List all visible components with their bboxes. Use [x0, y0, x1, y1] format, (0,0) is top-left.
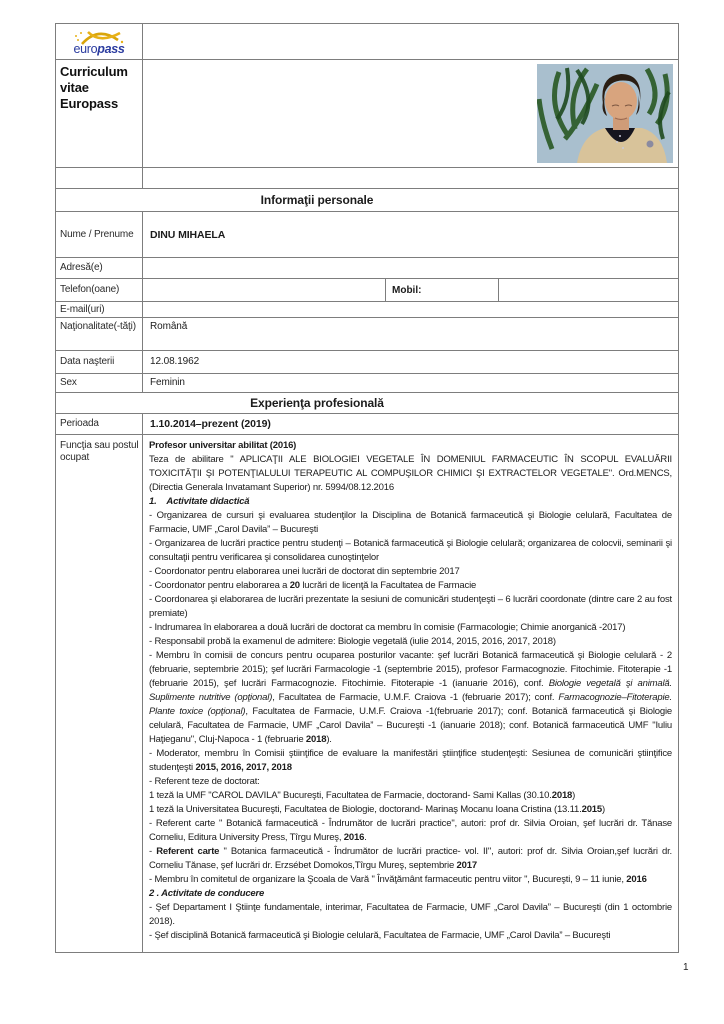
row-functia	[56, 435, 678, 953]
europass-wordmark	[73, 43, 124, 55]
document-title: Curriculum vitae Europass	[56, 60, 143, 167]
photo-cell	[143, 60, 678, 167]
section-personal-title: Informaţii personale	[260, 193, 374, 207]
row-email	[56, 302, 678, 318]
row-nationalitate	[56, 318, 678, 351]
perioada-label: Perioada	[56, 414, 143, 434]
nationalitate-value: Română	[150, 321, 188, 332]
mobil-value	[499, 279, 678, 301]
row-data-nasterii	[56, 351, 678, 374]
sex-label: Sex	[56, 374, 143, 392]
row-perioada	[56, 414, 678, 435]
email-value	[143, 302, 678, 317]
cv-document-table	[55, 23, 679, 953]
row-adresa	[56, 258, 678, 279]
mobil-label: Mobil:	[386, 279, 499, 301]
logo-row-spacer	[143, 24, 678, 59]
nume-label: Nume / Prenume	[56, 212, 143, 257]
spacer-value-cell	[143, 168, 678, 188]
email-label: E-mail(uri)	[56, 302, 143, 317]
functia-label: Funcţia sau postul ocupat	[56, 435, 143, 953]
title-row	[56, 60, 678, 168]
perioada-value: 1.10.2014–prezent (2019)	[150, 418, 271, 430]
row-telefon	[56, 279, 678, 302]
functia-content: Profesor universitar abilitat (2016) Teza de abilitare " APLICAŢII ALE BIOLOGIEI VEGETALE ÎN DOMENIUL FARMACEUTIC ÎN SCOPUL EVALUĂRII TOXICITĂŢII ŞI POTENŢIALULUI TERAPEUTIC AL COMPUŞILOR CHIMICI ŞI EXTRACTELOR VEGETALE". Ord.MENCS, (Directia Generala Invatamant Superior) nr. 5994/08.12.2016 1. Activitate didactică - Organizarea de cursuri şi evaluarea studenţilor la Disciplina de Botanică farmaceutică şi Biologie celulară, Facultatea de Farmacie, UMF „Carol Davila” – Bucureşti - Organizarea de lucrări practice pentru studenţi – Botanică farmaceutică şi Biologie celulară; organizarea de colocvii, seminarii şi consultaţii pentru verificarea şi consolidarea cunoştinţelor - Coordonator pentru elaborarea unei lucrări de doctorat din septembrie 2017 - Coordonator pentru elaborarea a 20 lucrări de licenţă la Facultatea de Farmacie - Coordonarea şi elaborarea de lucrări prezentate la sesiuni de comunicări studenţeşti – 6 lucrări coordonate (dintre care 2 au fost premiate) - Indrumarea în elaborarea a două lucrări de doctorat ca membru în comisie (Farmacologie; Chimie anorganică -2017) - Responsabil probă la examenul de admitere: Biologie vegetală (iulie 2014, 2015, 2016, 2017, 2018) - Membru în comisii de concurs pentru ocuparea posturilor vacante: şef lucrări Botanică farmaceutică şi Biologie celulară - 2 (februarie, septembrie 2015); şef lucrări Farmacologie -1 (septembrie 2015), profesor Farmacognozie. Fitochimie. Fitoterapie -1 (februarie 2015), şef lucrări Farmacognozie. Fitochimie. Fitoterapie -1 (ianuarie 2016), conf. Biologie vegetală şi animală. Suplimente nutritive (opţional), Facultatea de Farmacie, U.M.F. Craiova -1 (februarie 2017); conf. Farmacognozie–Fitoterapie. Plante toxice (opţional), Facultatea de Farmacie, U.M.F. Craiova -1(februarie 2017); conf. Botanică farmaceutică şi Biologie celulară, Facultatea de Farmacie, UMF „Carol Davila” – Bucureşti -1 (ianuarie 2018); conf. Botanică farmaceutică UMF "Iuliu Haţieganu", Cluj-Napoca - 1 (februarie 2018). - Moderator, membru în Comisii ştiinţifice de evaluare la manifestări ştiinţifice studenţeşti: Sesiunea de comunicări ştiinţifice studenţeşti 2015, 2016, 2017, 2018 - Referent teze de doctorat: 1 teză la UMF "CAROL DAVILA" Bucureşti, Facultatea de Farmacie, doctorand- Sami Kallas (30.10.2018) 1 teză la Universitatea Bucureşti, Facultatea de Biologie, doctorand- Marinaş Mocanu Ioana Cristina (13.11.2015) - Referent carte " Botanică farmaceutică - Îndrumător de lucrări practice", autori: prof dr. Silvia Oroian, şef lucrări dr. Tănase Corneliu, Editura University Press, Tîrgu Mureş, 2016. - Referent carte " Botanica farmaceutică - Îndrumător de lucrări practice- vol. II", autori: prof dr. Silvia Oroian,şef lucrări dr. Corneliu Tănase, şef lucrări dr. Erzsébet Domokos,Tîrgu Mureş, septembrie 2017 - Membru în comitetul de organizare la Şcoala de Vară " Învăţământ farmaceutic pentru viitor ", Bucureşti, 9 – 11 iunie, 2016 2 . Activitate de conducere - Şef Departament I Ştiinţe fundamentale, interimar, Facultatea de Farmacie, UMF „Carol Davila” – Bucureşti (din 1 octombrie 2018). - Şef disciplină Botanică farmaceutică şi Biologie celulară, Facultatea de Farmacie, UMF „Carol Davila” – Bucureşti	[149, 440, 672, 941]
section-experience-title: Experienţa profesională	[250, 396, 384, 410]
europass-logo	[56, 24, 143, 59]
nume-value: DINU MIHAELA	[150, 228, 226, 241]
telefon-value	[143, 279, 386, 301]
adresa-value	[143, 258, 678, 278]
page-number: 1	[683, 962, 689, 973]
section-personal-header	[56, 189, 678, 212]
logo-euro-text: euro	[73, 41, 98, 56]
spacer-label-cell	[56, 168, 143, 188]
telefon-label: Telefon(oane)	[56, 279, 143, 301]
row-nume-prenume	[56, 212, 678, 258]
sex-value: Feminin	[150, 377, 185, 388]
nationalitate-label: Naţionalitate(-tăţi)	[56, 318, 143, 350]
section-experience-header	[56, 393, 678, 414]
data-nasterii-value: 12.08.1962	[150, 356, 200, 367]
row-sex	[56, 374, 678, 393]
logo-row	[56, 24, 678, 60]
logo-pass-text: pass	[97, 41, 125, 56]
adresa-label: Adresă(e)	[56, 258, 143, 278]
spacer-row	[56, 168, 678, 189]
data-nasterii-label: Data naşterii	[56, 351, 143, 373]
portrait-photo	[537, 64, 673, 163]
